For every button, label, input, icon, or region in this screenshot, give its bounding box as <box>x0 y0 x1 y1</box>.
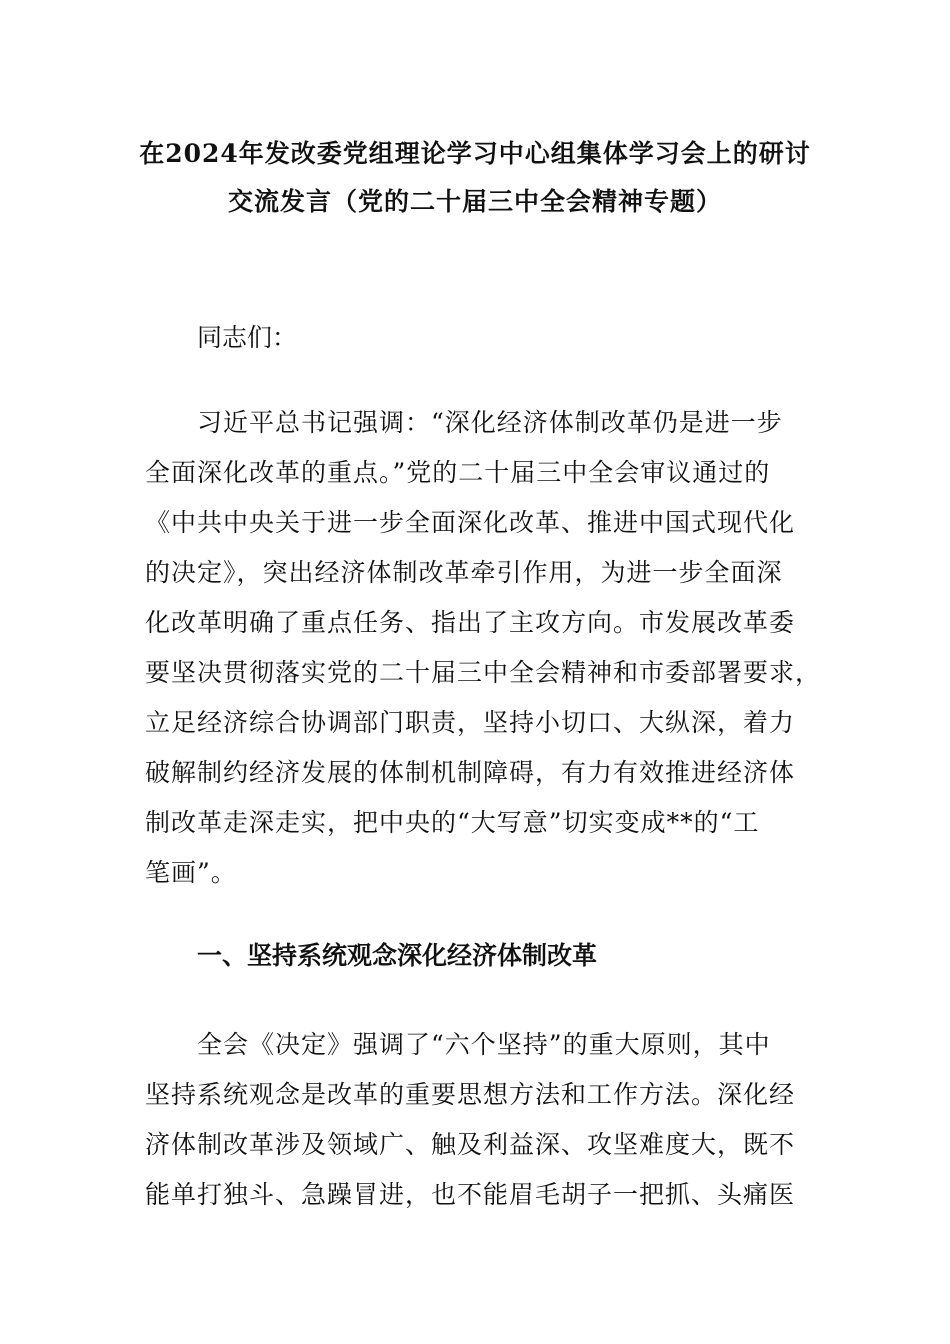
paragraph-line: 能单打独斗、急躁冒进，也不能眉毛胡子一把抓、头痛医 <box>145 1180 796 1209</box>
paragraph-line: 的决定》，突出经济体制改革牵引作用，为进一步全面深 <box>145 558 783 587</box>
paragraph-line: 济体制改革涉及领域广、触及利益深、攻坚难度大，既不 <box>145 1130 796 1159</box>
title-line: 在2024年发改委党组理论学习中心组集体学习会上的研讨 <box>139 139 811 168</box>
paragraph-line: 破解制约经济发展的体制机制障碍，有力有效推进经济体 <box>145 758 796 787</box>
section-heading: 一、坚持系统观念深化经济体制改革 <box>197 941 598 970</box>
salutation: 同志们： <box>197 323 298 352</box>
paragraph-intro <box>145 398 822 898</box>
title-line: 交流发言（党的二十届三中全会精神专题） <box>227 187 722 216</box>
document-title <box>120 130 830 226</box>
paragraph-line: 化改革明确了重点任务、指出了主攻方向。市发展改革委 <box>145 608 796 637</box>
paragraph-line: 习近平总书记强调：“深化经济体制改革仍是进一步 <box>145 408 783 437</box>
paragraph-line: 坚持系统观念是改革的重要思想方法和工作方法。深化经 <box>145 1080 796 1109</box>
paragraph-line: 笔画”。 <box>145 858 237 887</box>
paragraph-line: 制改革走深走实，把中央的“大写意”切实变成**的“工 <box>145 808 760 837</box>
paragraph-line: 立足经济综合协调部门职责，坚持小切口、大纵深，着力 <box>145 708 796 737</box>
paragraph-line: 《中共中央关于进一步全面深化改革、推进中国式现代化 <box>145 508 796 537</box>
paragraph-line: 全面深化改革的重点。”党的二十届三中全会审议通过的 <box>145 458 771 487</box>
paragraph-section-one <box>145 1020 805 1220</box>
paragraph-line: 全会《决定》强调了“六个坚持”的重大原则，其中 <box>145 1030 771 1059</box>
paragraph-line: 要坚决贯彻落实党的二十届三中全会精神和市委部署要求， <box>145 658 822 687</box>
